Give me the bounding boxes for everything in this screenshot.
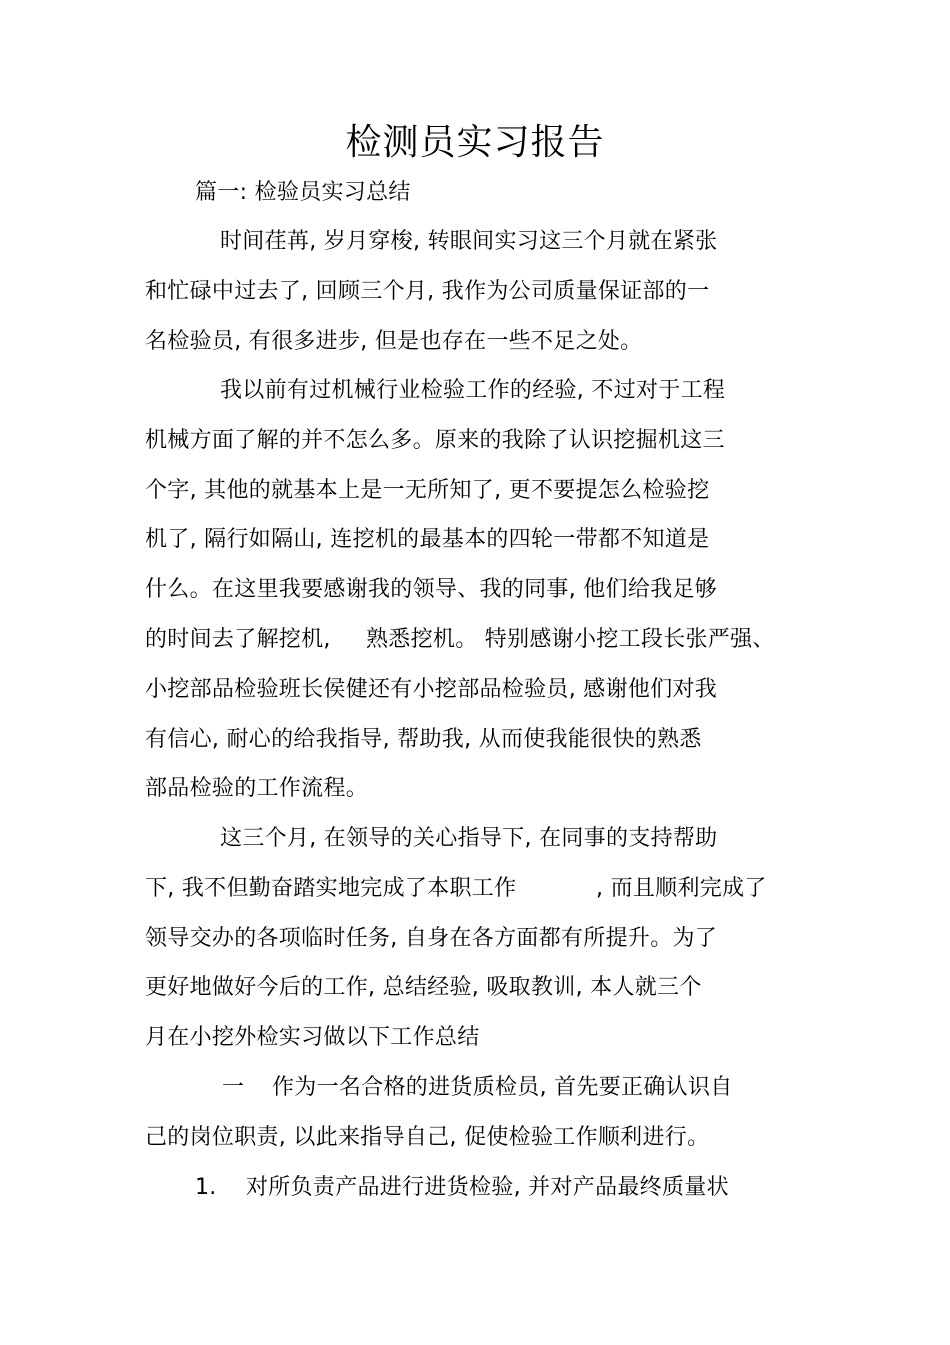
paragraph-line: 个字, 其他的就基本上是一无所知了, 更不要提怎么检验挖 (145, 478, 710, 503)
paragraph-line: 月在小挖外检实习做以下工作总结 (145, 1025, 480, 1050)
paragraph-line: 有信心, 耐心的给我指导, 帮助我, 从而使我能很快的熟悉 (145, 727, 702, 752)
paragraph-line: 更好地做好今后的工作, 总结经验, 吸取教训, 本人就三个 (145, 975, 702, 1000)
paragraph-line: 机械方面了解的并不怎么多。原来的我除了认识挖掘机这三 (145, 428, 725, 453)
list-number: 1. (195, 1175, 217, 1200)
paragraph-line: 时间荏苒, 岁月穿梭, 转眼间实习这三个月就在紧张 (220, 229, 718, 254)
section-number: 一 (222, 1075, 245, 1100)
paragraph-line: 名检验员, 有很多进步, 但是也存在一些不足之处。 (145, 329, 643, 354)
paragraph-line: 己的岗位职责, 以此来指导自己, 促使检验工作顺利进行。 (145, 1125, 710, 1150)
paragraph-line: 和忙碌中过去了, 回顾三个月, 我作为公司质量保证部的一 (145, 279, 710, 304)
paragraph-line: 部品检验的工作流程。 (145, 776, 369, 801)
paragraph-line: 小挖部品检验班长侯健还有小挖部品检验员, 感谢他们对我 (145, 677, 718, 702)
paragraph-line: , 而且顺利完成了 (596, 876, 767, 901)
paragraph-line: 的时间去了解挖机, (145, 627, 331, 652)
list-item: 对所负责产品进行进货检验, 并对产品最终质量状 (246, 1175, 729, 1200)
paragraph-line: 这三个月, 在领导的关心指导下, 在同事的支持帮助 (220, 826, 718, 851)
paragraph-line: 熟悉挖机。 特别感谢小挖工段长张严强、 (366, 627, 775, 652)
section-heading: 篇一: 检验员实习总结 (195, 180, 411, 205)
paragraph-line: 机了, 隔行如隔山, 连挖机的最基本的四轮一带都不知道是 (145, 527, 710, 552)
paragraph-line: 领导交办的各项临时任务, 自身在各方面都有所提升。为了 (145, 926, 718, 951)
paragraph-line: 我以前有过机械行业检验工作的经验, 不过对于工程 (220, 378, 726, 403)
document-title: 检测员实习报告 (345, 122, 605, 163)
paragraph-line: 下, 我不但勤奋踏实地完成了本职工作 (145, 876, 517, 901)
paragraph-line: 什么。在这里我要感谢我的领导、我的同事, 他们给我足够 (145, 577, 718, 602)
paragraph-line: 作为一名合格的进货质检员, 首先要正确认识自 (272, 1075, 733, 1100)
